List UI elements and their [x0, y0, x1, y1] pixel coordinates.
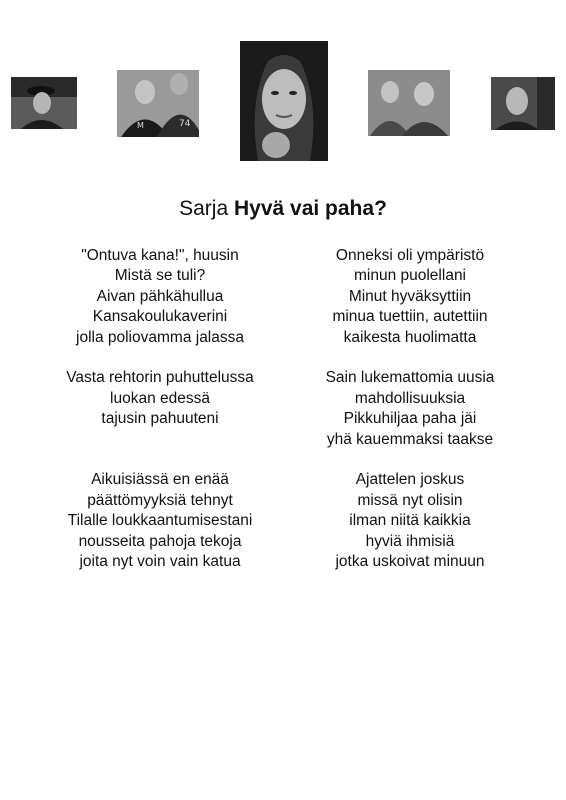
- poem-line: Kansakoulukaverini: [92, 308, 228, 326]
- stanza: [40, 470, 280, 572]
- poem-line: Onneksi oli ympäristö: [335, 247, 485, 264]
- poem-line: joita nyt voin vain katua: [79, 553, 241, 571]
- poem-line: Ajattelen joskus: [355, 471, 465, 489]
- stanza: [40, 246, 280, 348]
- page-title: [0, 197, 566, 221]
- poem-line: "Ontuva kana!", huusin: [81, 247, 239, 264]
- photo-man-with-hat-icon: [11, 77, 77, 129]
- poem-line: Pikkuhiljaa paha jäi: [343, 410, 477, 428]
- poem-line: tajusin pahuuteni: [101, 410, 219, 428]
- poem-line: Vasta rehtorin puhuttelussa: [66, 369, 254, 387]
- photo-two-workers-icon: [368, 70, 450, 136]
- svg-text:M: M: [137, 121, 144, 130]
- poem-line: Tilalle loukkaantumisestani: [67, 512, 253, 530]
- poem-line: minun puolellani: [353, 267, 467, 285]
- poem-line: jolla poliovamma jalassa: [76, 328, 244, 346]
- poem-line: kaikesta huolimatta: [343, 328, 477, 346]
- svg-text:74: 74: [179, 119, 191, 129]
- title-prefix: Sarja: [179, 197, 229, 220]
- stanza: [290, 470, 530, 572]
- poem-line: Minut hyväksyttiin: [348, 287, 472, 305]
- poem-line: Aikuisiässä en enää: [91, 471, 229, 489]
- poem-line: Sain lukemattomia uusia: [325, 369, 495, 387]
- title-bold: Hyvä vai paha?: [233, 197, 387, 220]
- poem-line: jotka uskoivat minuun: [335, 553, 485, 571]
- poem-line: luokan edessä: [110, 389, 210, 407]
- poem-line: Aivan pähkähullua: [96, 287, 224, 305]
- poem-column-left: [40, 246, 280, 593]
- stanza: [290, 246, 530, 348]
- poem-line: Mistä se tuli?: [114, 267, 206, 285]
- poem-line: missä nyt olisin: [357, 491, 463, 509]
- poem-line: ilman niitä kaikkia: [349, 512, 471, 530]
- poem-line: päättömyyksiä tehnyt: [87, 491, 233, 509]
- poem-line: yhä kauemmaksi taakse: [326, 430, 494, 448]
- poem-line: nousseita pahoja tekoja: [78, 532, 242, 550]
- poem-column-right: [290, 246, 530, 593]
- photo-two-men-icon: [117, 70, 199, 137]
- poem-line: minua tuettiin, autettiin: [332, 308, 488, 326]
- poem-line: hyviä ihmisiä: [365, 532, 455, 550]
- photo-woman-portrait-icon: [240, 41, 328, 161]
- stanza: [290, 368, 530, 450]
- stanza: [40, 368, 280, 429]
- poem-line: mahdollisuuksia: [354, 389, 466, 407]
- photo-young-man-icon: [491, 77, 555, 130]
